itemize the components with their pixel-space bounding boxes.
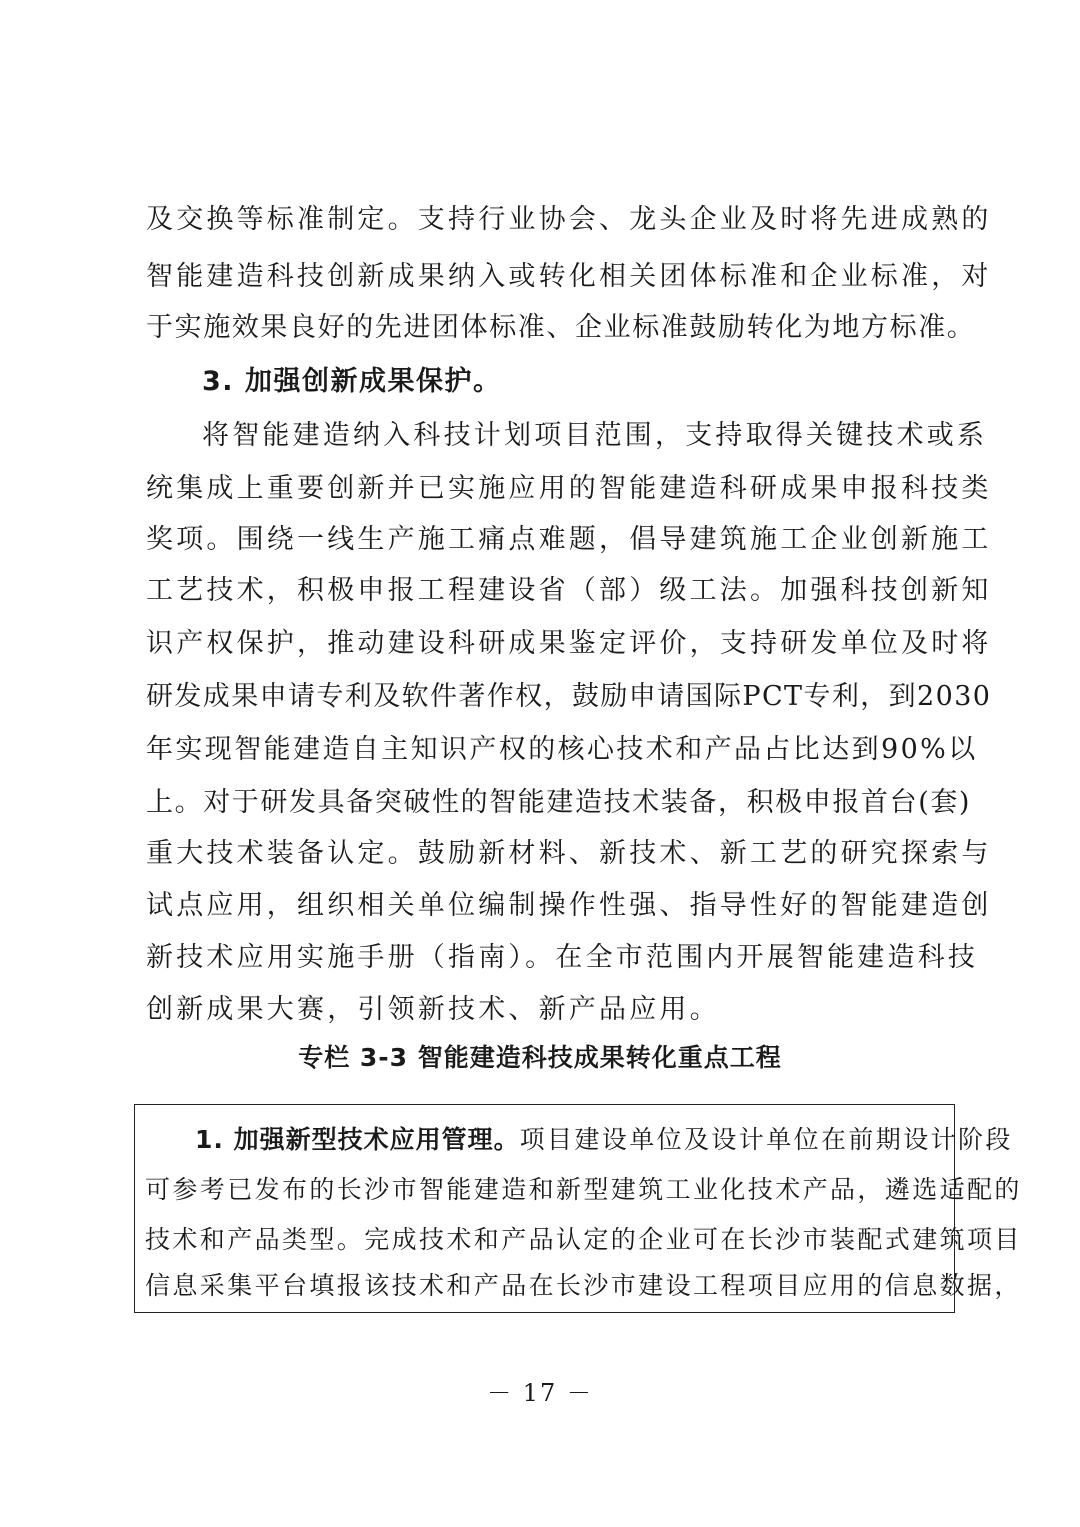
section-heading: 3. 加强创新成果保护。 [202,366,502,397]
column-title: 专栏 3-3 智能建造科技成果转化重点工程 [298,1043,782,1072]
column-box-lead-rest: 项目建设单位及设计单位在前期设计阶段 [519,1125,1013,1154]
paragraph-line: 工艺技术，积极申报工程建设省（部）级工法。加强科技创新知 [146,575,992,606]
paragraph-line: 研发成果申请专利及软件著作权，鼓励申请国际PCT专利，到2030 [146,681,992,712]
paragraph-line: 试点应用，组织相关单位编制操作性强、指导性好的智能建造创 [146,890,992,921]
paragraph-line: 上。对于研发具备突破性的智能建造技术装备，积极申报首台(套) [146,787,972,818]
page-number: － 17 － [487,1379,593,1407]
column-box-line: 技术和产品类型。完成技术和产品认定的企业可在长沙市装配式建筑项目 [145,1225,1022,1254]
paragraph-line: 奖项。围绕一线生产施工痛点难题，倡导建筑施工企业创新施工 [146,524,992,555]
paragraph-line: 将智能建造纳入科技计划项目范围，支持取得关键技术或系 [202,420,988,451]
column-box-line: 可参考已发布的长沙市智能建造和新型建筑工业化技术产品，遴选适配的 [145,1175,1022,1204]
paragraph-line: 智能建造科技创新成果纳入或转化相关团体标准和企业标准，对 [146,261,992,292]
paragraph-line: 识产权保护，推动建设科研成果鉴定评价，支持研发单位及时将 [146,628,992,659]
paragraph-line: 统集成上重要创新并已实施应用的智能建造科研成果申报科技类 [146,473,992,504]
column-box-line [195,1121,1013,1159]
paragraph-line: 及交换等标准制定。支持行业协会、龙头企业及时将先进成熟的 [146,204,992,235]
paragraph-line: 重大技术装备认定。鼓励新材料、新技术、新工艺的研究探索与 [146,838,992,869]
column-box-line: 信息采集平台填报该技术和产品在长沙市建设工程项目应用的信息数据， [145,1271,1022,1300]
paragraph-line: 于实施效果良好的先进团体标准、企业标准鼓励转化为地方标准。 [146,312,976,343]
column-box-lead: 1. 加强新型技术应用管理。 [195,1125,520,1154]
column-box [134,1104,1022,1313]
paragraph-line: 年实现智能建造自主知识产权的核心技术和产品占比达到90%以 [146,734,978,765]
paragraph-line: 新技术应用实施手册（指南）。在全市范围内开展智能建造科技 [146,942,979,973]
paragraph-line: 创新成果大赛，引领新技术、新产品应用。 [146,994,720,1025]
